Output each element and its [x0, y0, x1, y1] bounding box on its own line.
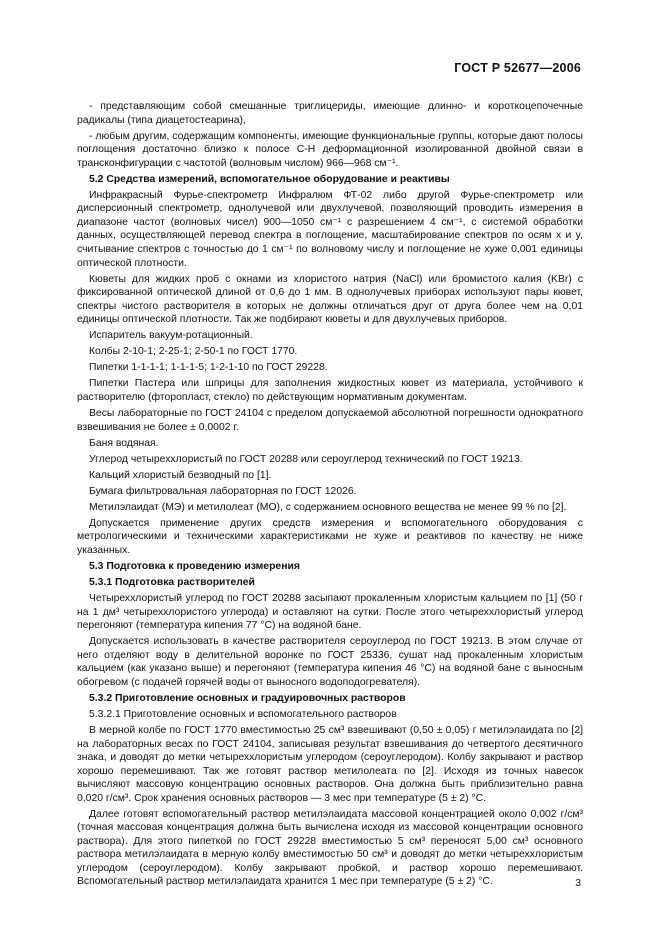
body-paragraph: Допускается использовать в качестве растворителя сероуглерод по ГОСТ 19213. В этом случае от него отделяют воду в делительной воронке по ГОСТ 25336, сушат над прокаленным хлористым кальцием (как указано выше) и перегоняют (температура кипения 46 °С) на водяной бане с выносным обогревом (с подачей горячей воды от выносного водоподогревателя). [77, 636, 583, 688]
section-heading-5-2: 5.2 Средства измерений, вспомогательное оборудование и реактивы [89, 173, 450, 185]
body-paragraph: Кальций хлористый безводный по [1]. [89, 469, 272, 481]
body-paragraph: Кюветы для жидких проб с окнами из хлористого натрия (NaCl) или бромистого калия (KBr) с фиксированной оптической длиной от 0,6 до 1 мм. В однолучевых приборах используют пары кювет, спектры чистого растворителя в которых не должны отличаться друг от друга более чем на 0,01 единицы оптической плотности. Так же подбирают кюветы и для двухлучевых приборов. [77, 273, 583, 326]
section-heading-5-3: 5.3 Подготовка к проведению измерения [89, 560, 300, 572]
subsubsection-heading-5-3-2-1: 5.3.2.1 Приготовление основных и вспомогательного растворов [89, 708, 397, 720]
subsection-heading-5-3-1: 5.3.1 Подготовка растворителей [89, 577, 255, 588]
body-paragraph: Баня водяная. [89, 437, 159, 449]
body-paragraph: Четыреххлористый углерод по ГОСТ 20288 засыпают прокаленным хлористым кальцием по [1] (50 г на 1 дм³ четыреххлористого углерода) и оставляют на сутки. После этого четыреххлористый углерод перегоняют (температура кипения 77 °С) на водяной бане. [77, 593, 583, 632]
body-paragraph: Далее готовят вспомогательный раствор метилэлаидата массовой концентрацией около 0,002 г/см³ (точная массовая концентрация должна быть вычислена исходя из массовой концентрации основного раствора). Для этого пипеткой по ГОСТ 29228 вместимостью 5 см³ переносят 5,00 см³ основного раствора метилэлаидата в мерную колбу вместимостью 50 см³ и доводят до метки четыреххлористым углеродом (сероуглеродом). Колбу закрывают пробкой, и раствор хорошо перемешивают. Вспомогательный раствор метилэлаидата хранится 1 мес при температуре (5 ± 2) °С. [77, 808, 583, 888]
body-paragraph: Бумага фильтровальная лабораторная по ГОСТ 12026. [89, 485, 357, 497]
document-code-header: ГОСТ Р 52677—2006 [454, 61, 581, 75]
body-paragraph: Пипетки 1-1-1-1; 1-1-1-5; 1-2-1-10 по ГОСТ 29228. [89, 362, 328, 374]
body-paragraph: Пипетки Пастера или шприцы для заполнения жидкостных кювет из материала, устойчивого к растворителю (фторопласт, стекло) по действующим нормативным документам. [77, 378, 583, 403]
list-item-paragraph: - представляющим собой смешанные триглицериды, имеющие длинно- и короткоцепочечные радикалы (типа диацетостеарина), [77, 101, 583, 126]
body-paragraph: Углерод четыреххлористый по ГОСТ 20288 или сероуглерод технический по ГОСТ 19213. [89, 453, 523, 465]
subsection-heading-5-3-2: 5.3.2 Приготовление основных и градуировочных растворов [89, 692, 406, 704]
body-paragraph: Метилэлаидат (МЭ) и метилолеат (МО), с содержанием основного вещества не менее 99 % по [2]. [89, 501, 567, 513]
body-paragraph: Испаритель вакуум-ротационный. [89, 330, 253, 342]
body-paragraph: Весы лабораторные по ГОСТ 24104 с пределом допускаемой абсолютной погрешности однократного взвешивания не более ± 0,0002 г. [77, 407, 583, 433]
document-body [77, 100, 583, 892]
list-item-paragraph: - любым другим, содержащим компоненты, имеющие функциональные группы, которые дают полосы поглощения достаточно близко к полосе С-Н деформационной изолированной двойной связи в трансконфигурации с частотой (волновым числом) 966—968 см⁻¹. [77, 130, 583, 169]
body-paragraph: Инфракрасный Фурье-спектрометр Инфралюм ФТ-02 либо другой Фурье-спектрометр или дисперсионный спектрометр, однолучевой или двухлучевой, позволяющий проводить измерения в диапазоне частот (волновых чисел) 900—1050 см⁻¹ с разрешением 4 см⁻¹, с системой обработки данных, осуществляющей перевод спектра в поглощение, масштабирование спектров по осям x и y, считывание спектров с точностью до 1 см⁻¹ по волновому числу и поглощение не хуже 0,001 единицы оптической плотности. [77, 189, 583, 269]
body-paragraph: Колбы 2-10-1; 2-25-1; 2-50-1 по ГОСТ 1770. [89, 346, 298, 358]
page-number: 3 [575, 878, 581, 889]
body-paragraph: В мерной колбе по ГОСТ 1770 вместимостью 25 см³ взвешивают (0,50 ± 0,05) г метилэлаидата по [2] на лабораторных весах по ГОСТ 24104, записывая результат взвешивания до четвертого десятичного знака, и доводят до метки четыреххлористым углеродом (сероуглеродом). Колбу закрывают и раствор хорошо перемешивают. Так же готовят раствор метилолеата по [2]. Исходя из точных навесок вычисляют массовую концентрацию основных растворов. Она должна быть приблизительно равна 0,020 г/см³. Срок хранения основных растворов — 3 мес при температуре (5 ± 2) °С. [77, 724, 583, 804]
body-paragraph: Допускается применение других средств измерения и вспомогательного оборудования с метрологическими и техническими характеристиками не хуже и реактивов по качеству не ниже указанных. [77, 517, 583, 556]
